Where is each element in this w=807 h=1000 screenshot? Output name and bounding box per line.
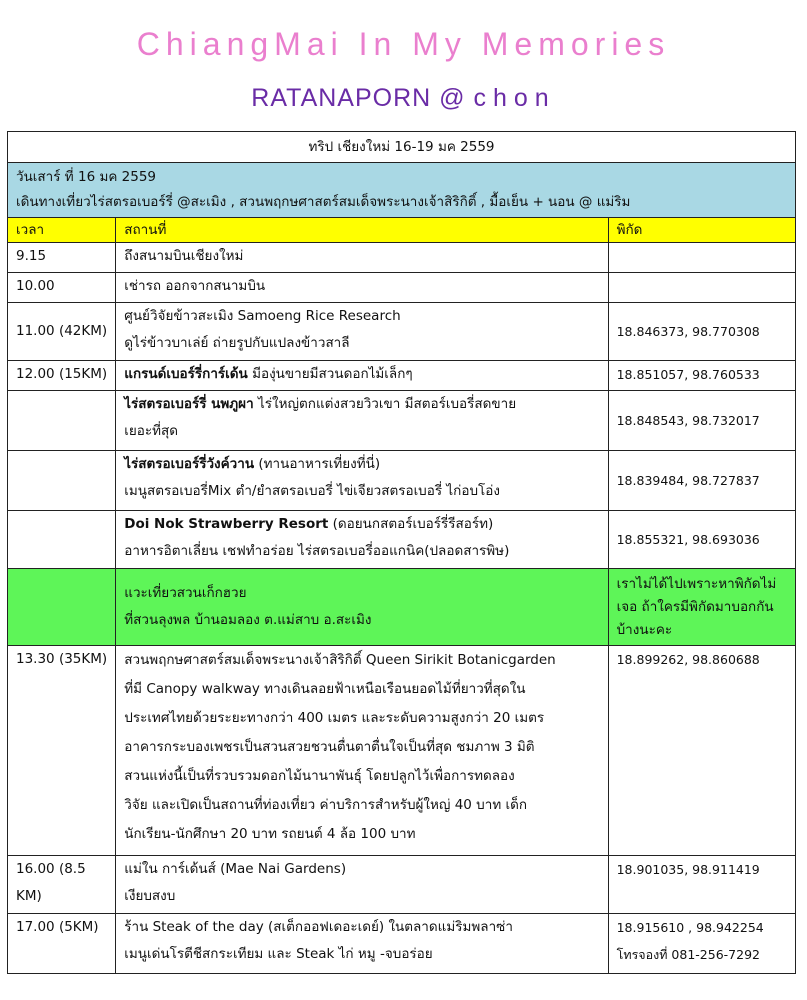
day-date: วันเสาร์ ที่ 16 มค 2559 bbox=[16, 169, 157, 185]
row-coords: 18.846373, 98.770308 bbox=[608, 303, 795, 361]
table-row bbox=[8, 646, 796, 856]
row-place bbox=[116, 511, 608, 569]
row-place bbox=[116, 303, 608, 361]
place-detail: ไร่ใหญ่ตกแต่งสวยวิวเขา มีสตอร์เบอรี่สดขาย bbox=[253, 396, 517, 412]
place-line: สวนพฤกษศาสตร์สมเด็จพระนางเจ้าสิริกิติ์ Queen Sirikit Botanicgarden bbox=[124, 652, 556, 668]
row-coords: 18.839484, 98.727837 bbox=[608, 451, 795, 511]
place-line: แวะเที่ยวสวนเก็กฮวย bbox=[124, 585, 247, 601]
row-place bbox=[116, 569, 608, 646]
table-row bbox=[8, 391, 796, 451]
row-time: 10.00 bbox=[8, 273, 116, 303]
header-place: สถานที่ bbox=[116, 218, 608, 243]
place-name: ไร่สตรอเบอร์รี่ นพภูผา bbox=[124, 396, 254, 412]
row-time: 17.00 (5KM) bbox=[8, 914, 116, 974]
row-time bbox=[8, 451, 116, 511]
row-time bbox=[8, 511, 116, 569]
row-time bbox=[8, 569, 116, 646]
row-place bbox=[116, 646, 608, 856]
row-coords bbox=[608, 243, 795, 273]
place-line: ศูนย์วิจัยข้าวสะเมิง Samoeng Rice Research bbox=[124, 308, 401, 324]
place-line: อาหารอิตาเลี่ยน เชฟทำอร่อย ไร่สตรอเบอรี่ออแกนิค(ปลอดสารพิษ) bbox=[124, 543, 510, 559]
author-handle: chon bbox=[473, 84, 556, 112]
row-coords bbox=[608, 914, 795, 974]
row-coords: 18.851057, 98.760533 bbox=[608, 361, 795, 391]
row-coords: 18.848543, 98.732017 bbox=[608, 391, 795, 451]
day-row bbox=[8, 163, 796, 218]
table-row-highlight bbox=[8, 569, 796, 646]
place-line: ร้าน Steak of the day (สเต็กออฟเดอะเดย์) ในตลาดแม่ริมพลาซ่า bbox=[124, 919, 513, 935]
place-line: เมนูสตรอเบอรี่Mix ตำ/ยำสตรอเบอรี่ ไข่เจียวสตรอเบอรี่ ไก่อบโอ่ง bbox=[124, 483, 500, 499]
row-time: 12.00 (15KM) bbox=[8, 361, 116, 391]
row-place bbox=[116, 856, 608, 914]
row-coords: 18.899262, 98.860688 bbox=[608, 646, 795, 856]
day-info bbox=[8, 163, 796, 218]
place-line: เมนูเด่นโรตีชีสกระเทียม และ Steak ไก่ หมู -จบอร่อย bbox=[124, 946, 433, 962]
place-detail: (ดอยนกสตอร์เบอร์รี่รีสอร์ท) bbox=[328, 516, 494, 532]
row-place bbox=[116, 451, 608, 511]
place-line: เงียบสงบ bbox=[124, 888, 176, 904]
table-row bbox=[8, 243, 796, 273]
table-row bbox=[8, 451, 796, 511]
place-name: Doi Nok Strawberry Resort bbox=[124, 516, 329, 532]
row-place bbox=[116, 914, 608, 974]
table-row bbox=[8, 303, 796, 361]
row-coords bbox=[608, 273, 795, 303]
place-line: ประเทศไทยด้วยระยะทางกว่า 400 เมตร และระดับความสูงกว่า 20 เมตร bbox=[124, 710, 545, 726]
header-time: เวลา bbox=[8, 218, 116, 243]
row-time: 9.15 bbox=[8, 243, 116, 273]
place-name: แกรนด์เบอร์รี่การ์เด้น bbox=[124, 366, 248, 382]
itinerary-table bbox=[7, 131, 796, 974]
place-line: ที่สวนลุงพล บ้านอมลอง ต.แม่สาบ อ.สะเมิง bbox=[124, 612, 372, 628]
row-place bbox=[116, 391, 608, 451]
place-line: ที่มี Canopy walkway ทางเดินลอยฟ้าเหนือเรือนยอดไม้ที่ยาวที่สุดใน bbox=[124, 681, 526, 697]
place-name: ไร่สตรอเบอร์รี่วังค์วาน bbox=[124, 456, 255, 472]
row-time bbox=[8, 391, 116, 451]
table-row bbox=[8, 914, 796, 974]
place-detail: (ทานอาหารเที่ยงที่นี่) bbox=[254, 456, 381, 472]
place-line: เยอะที่สุด bbox=[124, 423, 179, 439]
table-row bbox=[8, 856, 796, 914]
place-line: นักเรียน-นักศึกษา 20 บาท รถยนต์ 4 ล้อ 100 บาท bbox=[124, 826, 416, 842]
author-name: RATANAPORN bbox=[251, 84, 432, 112]
place-detail: มีองุ่นขายมีสวนดอกไม้เล็กๆ bbox=[247, 366, 413, 382]
trip-title: ทริป เชียงใหม่ 16-19 มค 2559 bbox=[8, 132, 796, 163]
place-line: อาคารกระบองเพชรเป็นสวนสวยชวนตื่นตาตื่นใจเป็นที่สุด ชมภาพ 3 มิติ bbox=[124, 739, 535, 755]
table-row bbox=[8, 361, 796, 391]
row-time: 13.30 (35KM) bbox=[8, 646, 116, 856]
day-description: เดินทางเที่ยวไร่สตรอเบอร์รี่ @สะเมิง , สวนพฤกษศาสตร์สมเด็จพระนางเจ้าสิริกิติ์ , มื้อเย็น + นอน @ แม่ริม bbox=[16, 194, 631, 210]
row-coords: 18.901035, 98.911419 bbox=[608, 856, 795, 914]
place-line: แม่ใน การ์เด้นส์ (Mae Nai Gardens) bbox=[124, 861, 347, 877]
row-time: 11.00 (42KM) bbox=[8, 303, 116, 361]
row-place: เช่ารถ ออกจากสนามบิน bbox=[116, 273, 608, 303]
table-row bbox=[8, 273, 796, 303]
place-line: วิจัย และเปิดเป็นสถานที่ท่องเที่ยว ค่าบริการสำหรับผู้ใหญ่ 40 บาท เด็ก bbox=[124, 797, 528, 813]
row-time: 16.00 (8.5 KM) bbox=[8, 856, 116, 914]
header-row bbox=[8, 218, 796, 243]
place-line: สวนแห่งนี้เป็นที่รวบรวมดอกไม้นานาพันธุ์ โดยปลูกไว้เพื่อการทดลอง bbox=[124, 768, 515, 784]
trip-title-row bbox=[8, 132, 796, 163]
table-row bbox=[8, 511, 796, 569]
coords-value: 18.915610 , 98.942254 bbox=[616, 920, 764, 935]
place-line: ดูไร่ข้าวบาเล่ย์ ถ่ายรูปกับแปลงข้าวสาลี bbox=[124, 335, 350, 351]
row-coords: 18.855321, 98.693036 bbox=[608, 511, 795, 569]
author-line bbox=[0, 84, 807, 113]
author-at: @ bbox=[439, 84, 466, 112]
row-place bbox=[116, 361, 608, 391]
page-title: ChiangMai In My Memories bbox=[136, 26, 671, 62]
row-place: ถึงสนามบินเชียงใหม่ bbox=[116, 243, 608, 273]
header-coords: พิกัด bbox=[608, 218, 795, 243]
phone-value: โทรจองที่ 081-256-7292 bbox=[616, 947, 760, 962]
row-note: เราไม่ได้ไปเพราะหาพิกัดไม่เจอ ถ้าใครมีพิกัดมาบอกกันบ้างนะคะ bbox=[608, 569, 795, 646]
